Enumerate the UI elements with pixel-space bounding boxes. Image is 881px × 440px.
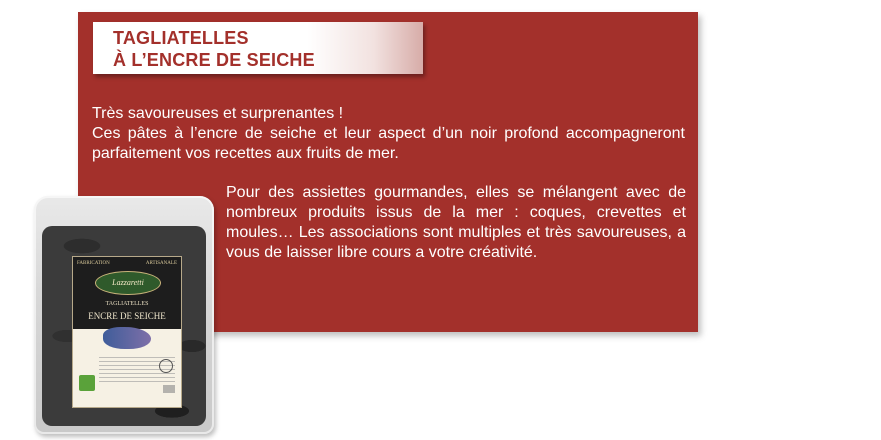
title-line-2: À L’ENCRE DE SEICHE	[113, 50, 315, 70]
intro-paragraph	[92, 104, 685, 164]
brand-logo: Lazzaretti	[95, 271, 161, 295]
label-product-line-2: ENCRE DE SEICHE	[88, 311, 166, 321]
product-package-image	[34, 196, 214, 434]
package-bag	[34, 196, 214, 434]
title-line-1: TAGLIATELLES	[113, 28, 249, 48]
label-product-line-1: TAGLIATELLES	[105, 301, 149, 307]
title-banner	[93, 22, 423, 74]
organic-logo-icon	[79, 375, 95, 391]
body-paragraph: Pour des assiettes gourmandes, elles se mélangent avec de nombreux produits issus de la mer : coques, crevettes et moules… Les associations sont multiples et très savoureuses, a vous de laisser libre cours a votre créativité.	[226, 184, 686, 261]
weight-marking	[163, 385, 175, 393]
label-tag-left: FABRICATION	[77, 261, 110, 266]
intro-line-1: Très savoureuses et surprenantes !	[92, 105, 344, 122]
squid-illustration-icon	[103, 327, 151, 349]
intro-line-2: Ces pâtes à l’encre de seiche et leur aspect d’un noir profond accompagneront parfaitement vos recettes aux fruits de mer.	[92, 125, 685, 162]
gluten-free-icon	[159, 359, 173, 373]
label-tag-right: ARTISANALE	[145, 261, 177, 266]
package-label	[72, 256, 182, 408]
